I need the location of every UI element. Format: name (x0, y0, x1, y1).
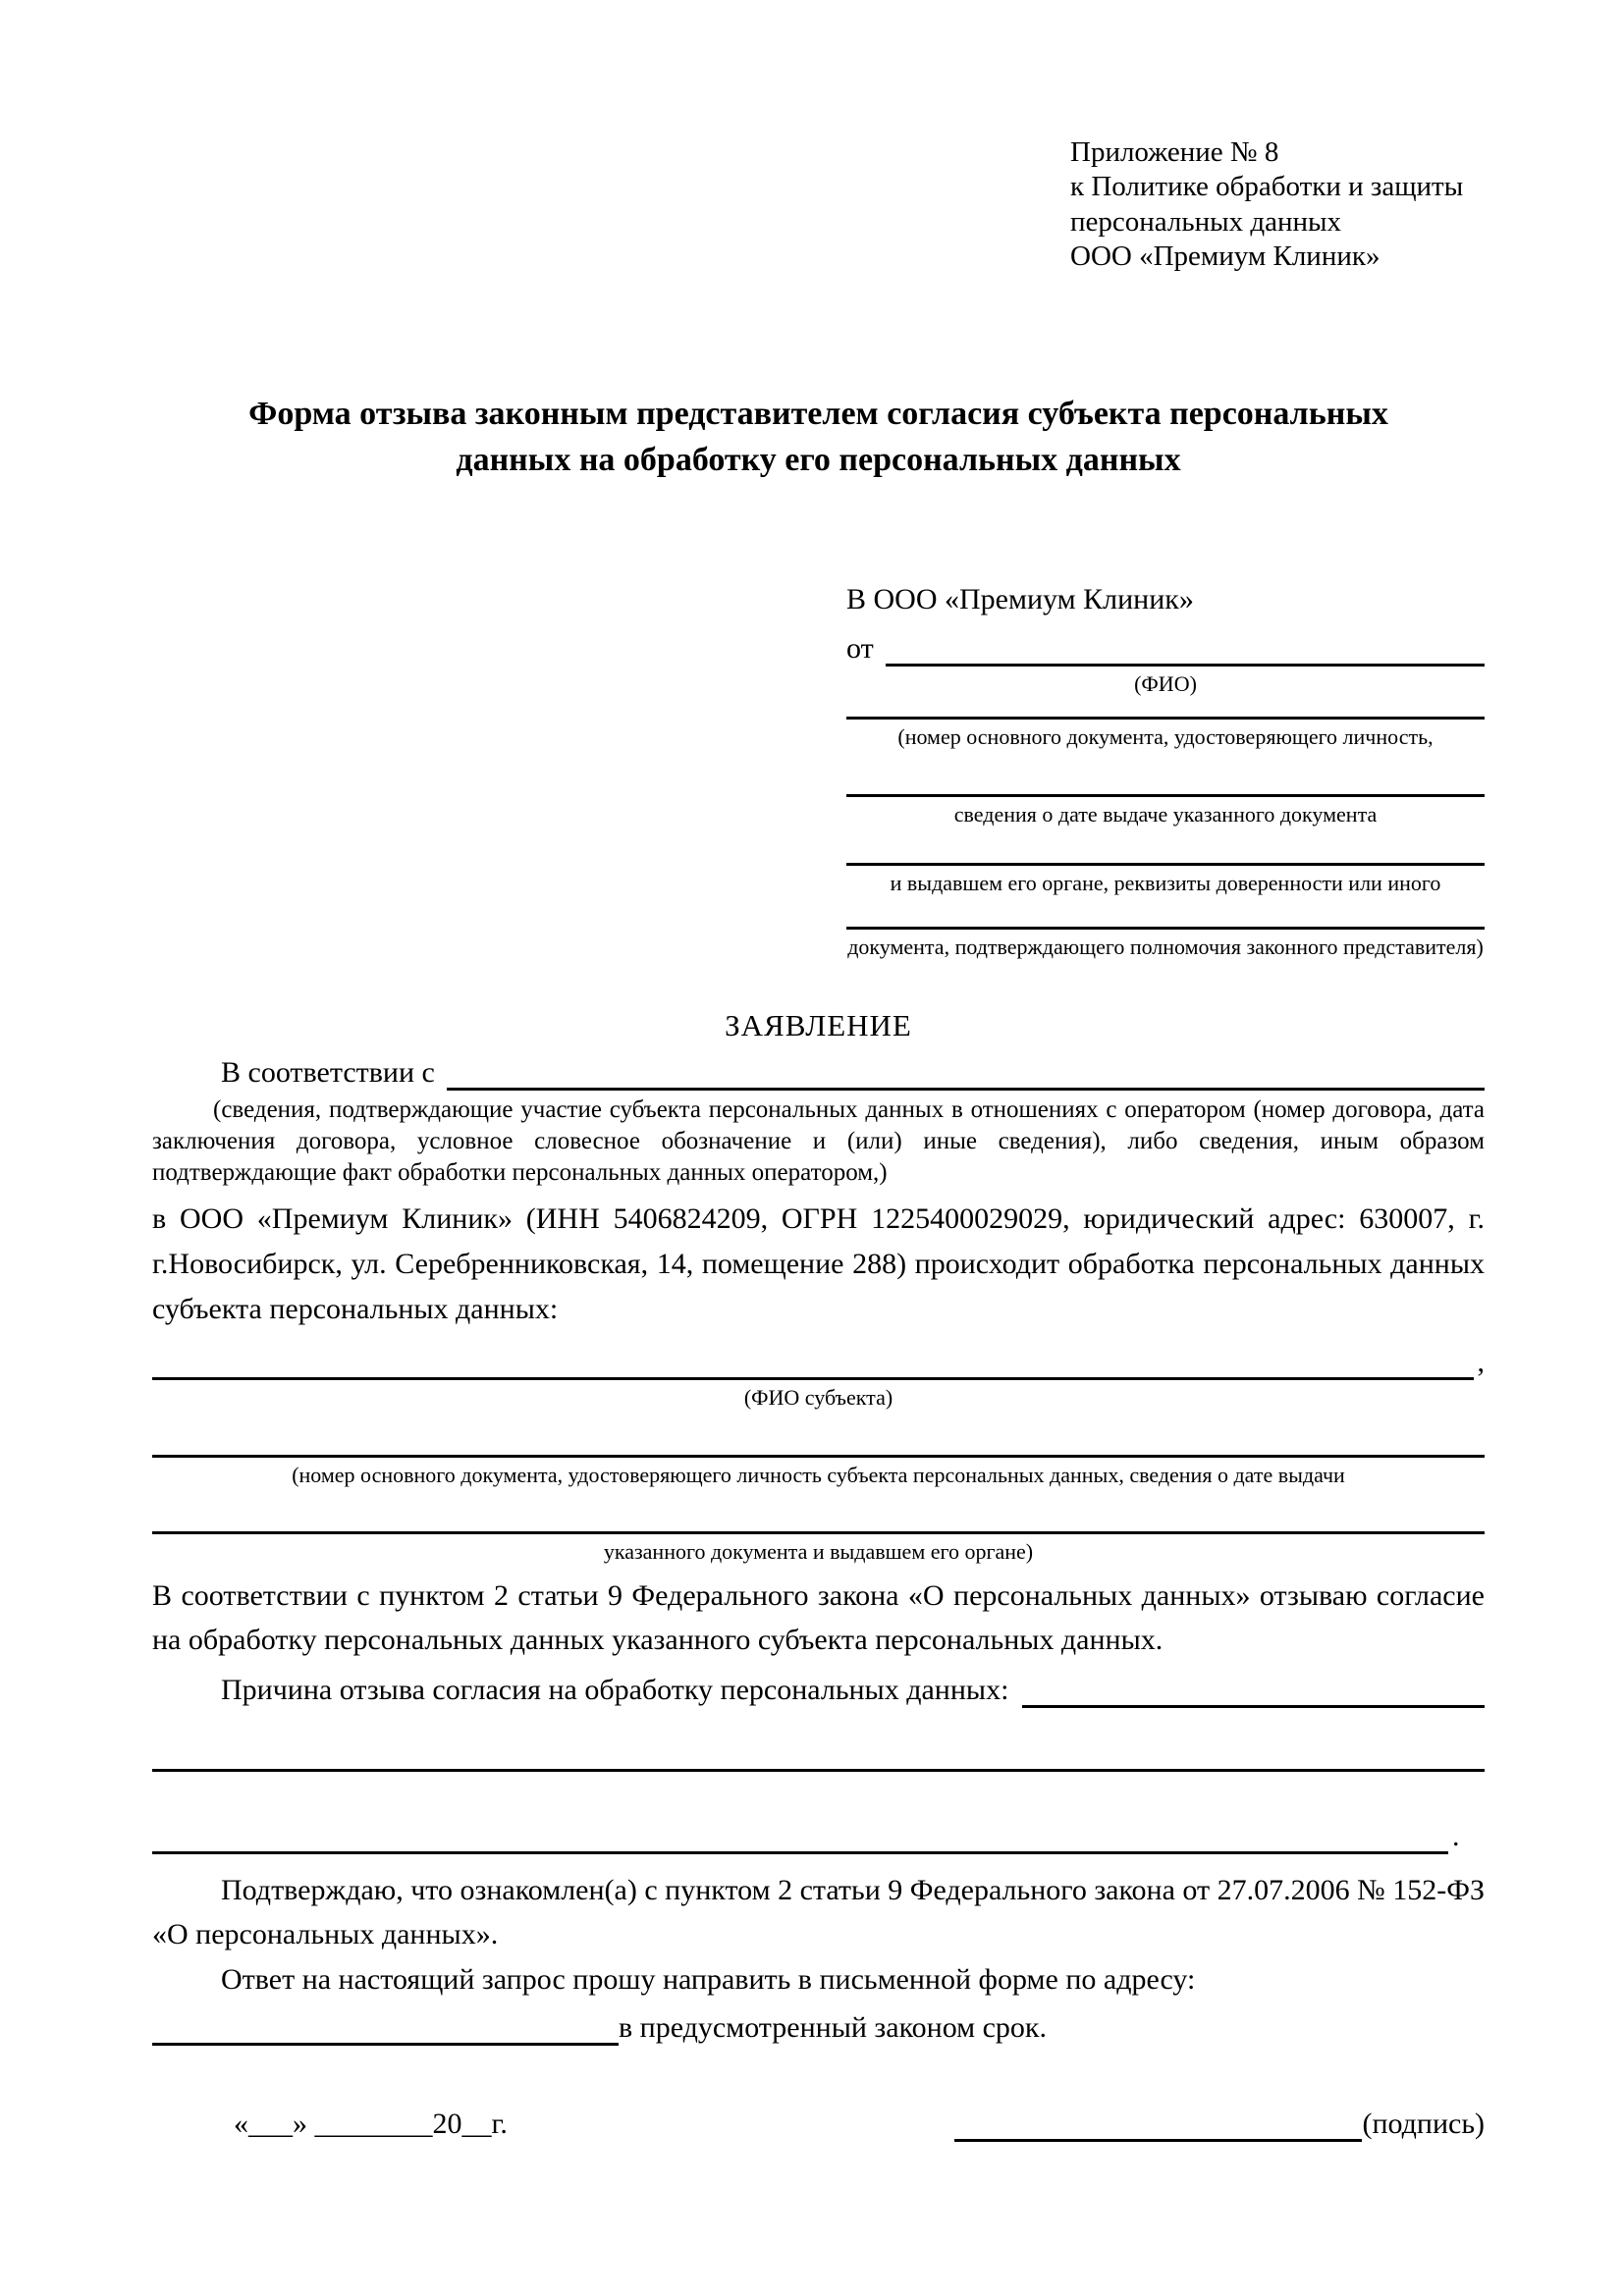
doc-number-line[interactable] (846, 697, 1485, 720)
recipient-block (846, 582, 1485, 961)
doc-authority-caption: и выдавшем его органе, реквизиты доверенности или иного (890, 871, 1441, 896)
subject-doc-line[interactable] (152, 1412, 1485, 1458)
from-row (846, 625, 1485, 667)
subject-doc-caption-2: указанного документа и выдавшем его органе) (603, 1539, 1034, 1565)
page-title: Форма отзыва законным представителем согласия субъекта персональных данных на обработку его персональных данных (248, 395, 1388, 479)
signature-block (954, 2107, 1485, 2142)
appendix-line: ООО «Премиум Клиник» (1070, 240, 1380, 273)
from-fio-line[interactable] (886, 660, 1485, 667)
appendix-line: персональных данных (1070, 205, 1342, 238)
basis-line[interactable] (447, 1084, 1485, 1091)
reply-address-line[interactable] (152, 2039, 619, 2046)
doc-number-caption: (номер основного документа, удостоверяющего личность, (897, 724, 1434, 750)
reply-tail: в предусмотренный законом срок. (619, 2010, 1047, 2044)
date-line[interactable]: «___» ________20__г. (234, 2107, 508, 2140)
footer-row (152, 2107, 1485, 2142)
signature-caption: (подпись) (1362, 2107, 1485, 2140)
signature-line[interactable] (954, 2135, 1362, 2142)
reason-line-start[interactable] (1022, 1701, 1485, 1708)
subject-fio-caption: (ФИО субъекта) (743, 1385, 893, 1411)
doc-issue-date-caption: сведения о дате выдаче указанного документа (953, 801, 1378, 827)
subject-doc-caption-1: (номер основного документа, удостоверяющего личность субъекта персональных данных, сведения о дате выдачи (292, 1462, 1345, 1487)
withdrawal-paragraph: В соответствии с пунктом 2 статьи 9 Федерального закона «О персональных данных» отзываю согласие на обработку персональных данных указанного субъекта персональных данных. (152, 1578, 1485, 1657)
appendix-line: Приложение № 8 (1070, 136, 1279, 168)
appendix-block (1070, 135, 1485, 275)
doc-issue-date-line[interactable] (846, 751, 1485, 797)
appendix-line: к Политике обработки и защиты (1070, 171, 1464, 203)
reason-row (152, 1667, 1485, 1708)
from-label: от (846, 631, 874, 665)
operator-paragraph: в ООО «Премиум Клиник» (ИНН 5406824209, ОГРН 1225400029029, юридический адрес: 630007, г. г.Новосибирск, ул. Серебренниковская, 14, помещение 288) происходит обработка персональных данных субъекта персональных данных: (152, 1202, 1485, 1325)
reason-line-full[interactable] (152, 1708, 1485, 1772)
subject-doc-authority-line[interactable] (152, 1488, 1485, 1534)
reason-line-end[interactable] (152, 1847, 1448, 1854)
recipient-organization: В ООО «Премиум Клиник» (846, 582, 1194, 615)
intro-footnote: (сведения, подтверждающие участие субъекта персональных данных в отношениях с оператором (номер договора, дата заключения договора, условное словесное обозначение и (или) иные сведения), либо сведения, иным образом подтверждающие факт обработки персональных данных оператором,) (152, 1096, 1485, 1187)
reason-label: Причина отзыва согласия на обработку персональных данных: (221, 1673, 1009, 1706)
doc-authority-line[interactable] (846, 828, 1485, 866)
confirmation-paragraph: Подтверждаю, что ознакомлен(а) с пунктом 2 статьи 9 Федерального закона от 27.07.2006 № 152-ФЗ «О персональных данных». (152, 1873, 1485, 1951)
subject-comma: , (1477, 1346, 1485, 1379)
reply-lead-paragraph: Ответ на настоящий запрос прошу направить в письменной форме по адресу: (221, 1963, 1196, 1997)
representative-authority-line[interactable] (846, 897, 1485, 930)
statement-heading: ЗАЯВЛЕНИЕ (725, 1008, 912, 1043)
intro-row (152, 1051, 1485, 1091)
fio-caption: (ФИО) (1134, 670, 1197, 696)
reason-period: . (1452, 1819, 1460, 1852)
subject-fio-row (152, 1337, 1485, 1380)
reason-line-end-row (152, 1772, 1485, 1854)
subject-fio-line[interactable] (152, 1373, 1474, 1380)
representative-authority-caption: документа, подтверждающего полномочия законного представителя) (847, 934, 1484, 959)
reply-address-row (152, 2002, 1485, 2046)
intro-lead: В соответствии с (221, 1056, 435, 1090)
